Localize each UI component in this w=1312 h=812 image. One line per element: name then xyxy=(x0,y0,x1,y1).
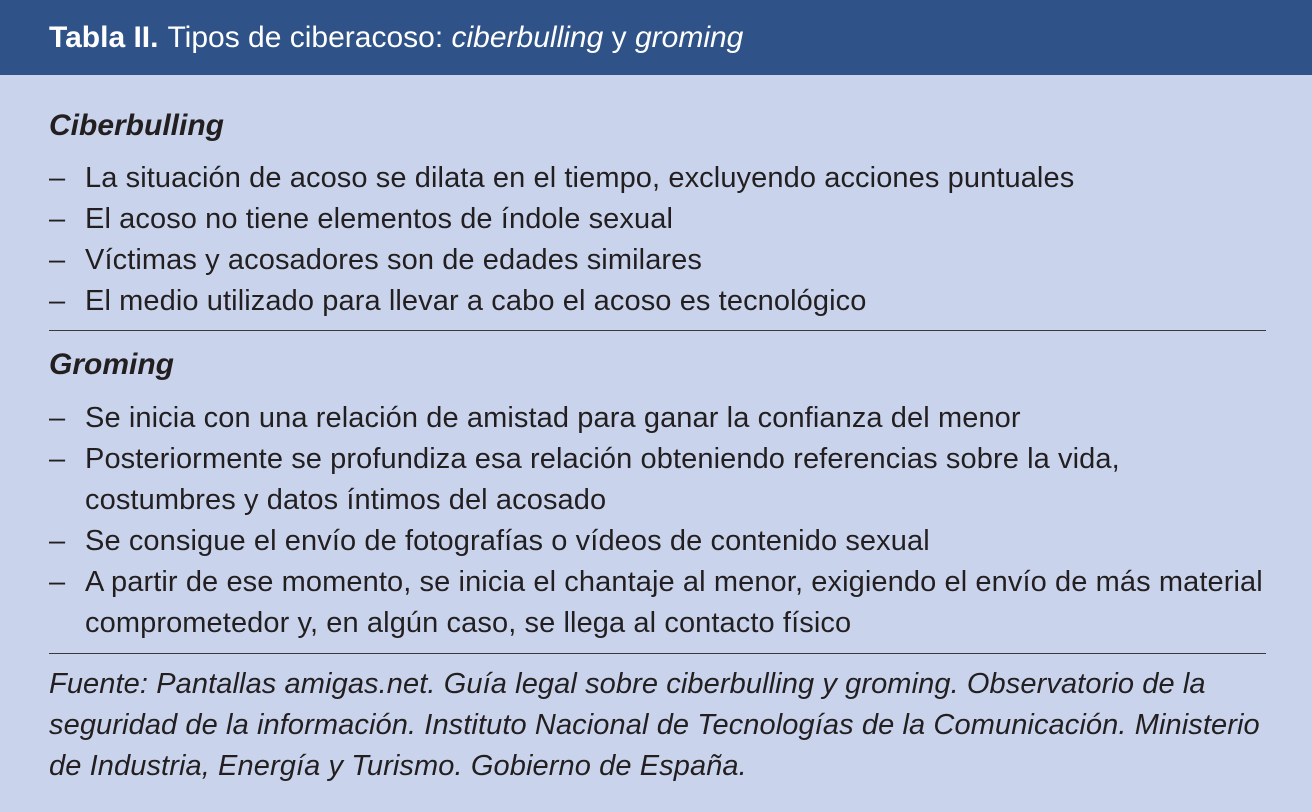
list-item xyxy=(49,199,1266,240)
list-item-text: La situación de acoso se dilata en el tiempo, excluyendo acciones puntuales xyxy=(85,162,1075,194)
source-note: Fuente: Pantallas amigas.net. Guía legal sobre ciberbulling y groming. Observatorio de la seguridad de la información. Instituto Nacional de Tecnologías de la Comunicación. Ministerio de Industria, Energía y Turismo. Gobierno de España. xyxy=(49,668,1260,782)
list-item-text: Se consigue el envío de fotografías o vídeos de contenido sexual xyxy=(85,525,930,557)
bullet-dash: – xyxy=(49,162,66,194)
table-title-term-groming: groming xyxy=(634,20,744,54)
table-label: Tabla II. xyxy=(49,20,159,54)
ciberbulling-list xyxy=(49,158,1266,322)
table-title-term-ciberbulling: ciberbulling xyxy=(451,20,604,54)
list-item xyxy=(49,398,1266,439)
table-title-text: Tipos de ciberacoso: xyxy=(167,20,444,54)
list-item-text: Se inicia con una relación de amistad para ganar la confianza del menor xyxy=(85,402,1021,434)
list-item-text: El acoso no tiene elementos de índole sexual xyxy=(85,203,674,235)
section-title-ciberbulling: Ciberbulling xyxy=(49,109,224,142)
table-content xyxy=(0,75,1312,787)
table-header xyxy=(0,0,1312,75)
source-divider xyxy=(49,653,1266,654)
list-item xyxy=(49,439,1266,521)
section-title-groming: Groming xyxy=(49,348,174,381)
list-item xyxy=(49,281,1266,322)
list-item xyxy=(49,562,1266,644)
list-item xyxy=(49,158,1266,199)
list-item-text: El medio utilizado para llevar a cabo el acoso es tecnológico xyxy=(85,285,867,317)
list-item-text: A partir de ese momento, se inicia el chantaje al menor, exigiendo el envío de más material comprometedor y, en algún caso, se llega al contacto físico xyxy=(85,566,1263,639)
bullet-dash: – xyxy=(49,402,66,434)
list-item xyxy=(49,521,1266,562)
list-item xyxy=(49,240,1266,281)
bullet-dash: – xyxy=(49,203,66,235)
groming-list xyxy=(49,398,1266,644)
bullet-dash: – xyxy=(49,244,66,276)
list-item-text: Víctimas y acosadores son de edades similares xyxy=(85,244,703,276)
list-item-text: Posteriormente se profundiza esa relación obteniendo referencias sobre la vida, costumbres y datos íntimos del acosado xyxy=(85,443,1120,516)
bullet-dash: – xyxy=(49,443,66,475)
bullet-dash: – xyxy=(49,566,66,598)
table-title-conjunction: y xyxy=(611,20,627,54)
bullet-dash: – xyxy=(49,285,66,317)
bullet-dash: – xyxy=(49,525,66,557)
